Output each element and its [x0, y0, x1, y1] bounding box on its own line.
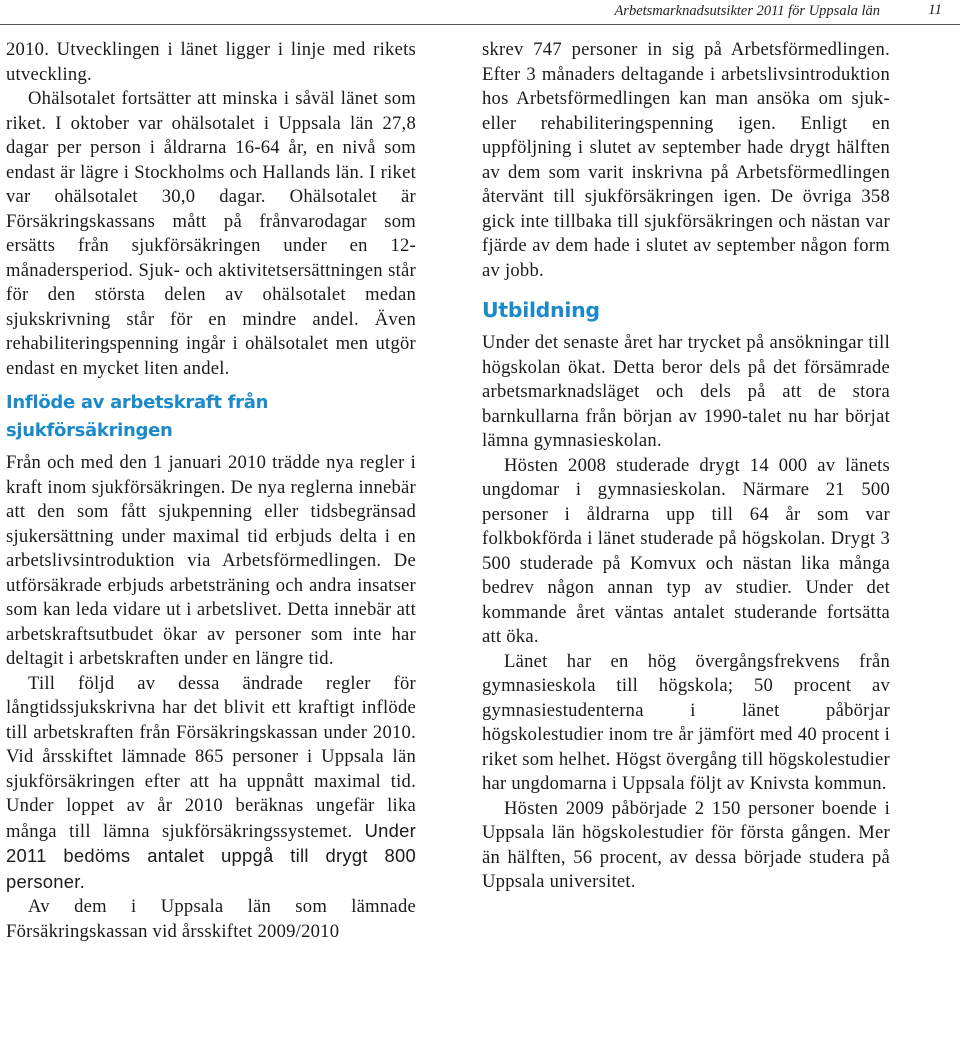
running-header	[0, 0, 960, 25]
page-number: 11	[928, 2, 942, 18]
paragraph: Ohälsotalet fortsätter att minska i såväl länet som riket. I oktober var ohälsotalet i Uppsala län 27,8 dagar per person i åldrarna 16-64 år, en nivå som endast är lägre i Stockholms och Hallands län. I riket var ohälsotalet 30,0 dagar. Ohälsotalet är Försäkringskassans mått på frånvarodagar som ersätts från sjukförsäkringen under en 12-månadersperiod. Sjuk- och aktivitetsersättningen står för den största delen av ohälsotalet medan sjukskrivning står för en mindre andel. Även rehabiliteringspenning ingår i ohälsotalet men utgör endast en mycket liten andel.	[6, 88, 416, 379]
section-heading: Inflöde av arbetskraft från sjukförsäkringen	[6, 392, 269, 441]
paragraph: Hösten 2009 påbörjade 2 150 personer boende i Uppsala län högskolestudier för första gången. Mer än hälften, 56 procent, av dessa började studera på Uppsala universitet.	[482, 797, 890, 892]
right-column	[482, 38, 890, 895]
paragraph: Länet har en hög övergångsfrekvens från gymnasieskola till högskola; 50 procent av gymnasiestudenterna i länet påbörjar högskolestudier inom tre år jämfört med 40 procent i riket som helhet. Högst övergång till högskolestudier har ungdomarna i Uppsala följt av Knivsta kommun.	[482, 650, 890, 794]
paragraph: Av dem i Uppsala län som lämnade Försäkringskassan vid årsskiftet 2009/2010	[6, 896, 416, 942]
paragraph	[6, 672, 416, 896]
paragraph: skrev 747 personer in sig på Arbetsförmedlingen. Efter 3 månaders deltagande i arbetslivsintroduktion hos Arbetsförmedlingen kan man ansöka om sjuk- eller rehabiliteringspenning igen. Enligt en uppföljning i slutet av september hade drygt hälften av dem som varit inskrivna på Arbetsförmedlingen återvänt till sjukförsäkringen igen. De övriga 358 gick inte tillbaka till sjukförsäkringen och nästan var fjärde av dem hade i slutet av september någon form av jobb.	[482, 39, 890, 281]
paragraph: Under det senaste året har trycket på ansökningar till högskolan ökat. Detta beror dels på det försämrade arbetsmarknadsläget och dels på att de stora barnkullarna från början av 1990-talet nu har börjat lämna gymnasieskolan.	[482, 332, 890, 451]
paragraph: Från och med den 1 januari 2010 trädde nya regler i kraft inom sjukförsäkringen. De nya reglerna innebär att den som fått sjukpenning eller tidsbegränsad sjukersättning under maximal tid erbjuds delta i en arbetslivsintroduktion via Arbetsförmedlingen. De utförsäkrade erbjuds arbetsträning och andra insatser som kan leda vidare ut i arbetslivet. Detta innebär att arbetskraftsutbudet ökar av personer som inte har deltagit i arbetskraften under en längre tid.	[6, 452, 416, 669]
paragraph: 2010. Utvecklingen i länet ligger i linje med rikets utveckling.	[6, 39, 416, 85]
left-column	[6, 38, 416, 944]
running-title: Arbetsmarknadsutsikter 2011 för Uppsala län	[614, 3, 880, 19]
section-heading: Utbildning	[482, 298, 600, 322]
paragraph: Hösten 2008 studerade drygt 14 000 av länets ungdomar i gymnasieskolan. Närmare 21 500 personer i åldrarna upp till 64 år som var folkbokförda i länet studerade på högskolan. Drygt 3 500 studerade på Komvux och nästan lika många bedrev någon annan typ av studier. Under det kommande året väntas antalet studerande fortsätta att öka.	[482, 454, 890, 647]
paragraph-text: Till följd av dessa ändrade regler för långtidssjukskrivna har det blivit ett kraftigt inflöde till arbetskraften från Försäkringskassan under 2010. Vid årsskiftet lämnade 865 personer i Uppsala län sjukförsäkringen efter att ha uppnått maximal tid. Under loppet av år 2010 beräknas ungefär lika många till lämna sjukförsäkringssystemet.	[6, 672, 416, 842]
paragraph-tail: Under 2011 bedöms antalet uppgå till drygt 800 personer.	[6, 819, 416, 892]
